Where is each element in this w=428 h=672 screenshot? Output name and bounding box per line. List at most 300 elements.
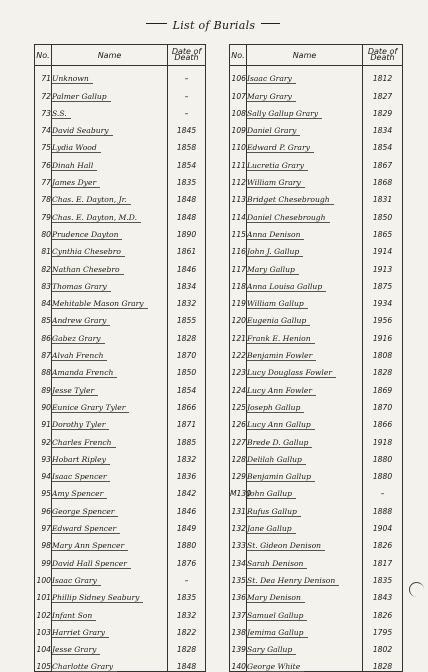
entry-date: 1832 — [168, 291, 206, 308]
entry-date: 1832 — [168, 602, 206, 619]
entry-name: David Hall Spencer — [52, 559, 131, 569]
entry-number: 71 — [35, 66, 52, 84]
entry-name-cell — [52, 239, 168, 256]
entry-date: 1842 — [168, 481, 206, 498]
entry-date: 1868 — [363, 170, 403, 187]
entry-number: 81 — [35, 239, 52, 256]
table-row — [230, 550, 403, 567]
page-title-wrap — [0, 14, 428, 32]
entry-name: Lucretia Grary — [247, 161, 308, 171]
entry-date: 1848 — [168, 187, 206, 204]
entry-name-cell — [52, 620, 168, 637]
entry-number: 76 — [35, 152, 52, 169]
entry-number: 72 — [35, 83, 52, 100]
entry-name-cell — [247, 222, 363, 239]
entry-number: 119 — [230, 291, 247, 308]
entry-name-cell — [52, 654, 168, 672]
entry-name: Chas. E. Dayton, Jr. — [52, 195, 131, 205]
entry-number: 82 — [35, 256, 52, 273]
entry-number: 116 — [230, 239, 247, 256]
table-row — [35, 308, 206, 325]
entry-date: 1870 — [168, 343, 206, 360]
table-row — [35, 360, 206, 377]
entry-name-cell — [247, 325, 363, 342]
entry-number: 95 — [35, 481, 52, 498]
entry-number: 115 — [230, 222, 247, 239]
entry-date: 1934 — [363, 291, 403, 308]
entry-name: William Grary — [247, 178, 305, 188]
entry-name-cell — [247, 360, 363, 377]
entry-name: Mary Denison — [247, 593, 305, 603]
table-row — [35, 204, 206, 221]
entry-name-cell — [247, 498, 363, 515]
entry-name-cell — [247, 308, 363, 325]
entry-date: 1834 — [168, 274, 206, 291]
entry-name-cell — [247, 533, 363, 550]
entry-date: 1918 — [363, 429, 403, 446]
entry-name: Prudence Dayton — [52, 230, 122, 240]
entry-name-cell — [52, 377, 168, 394]
burials-table-right — [229, 44, 403, 672]
entry-name: Infant Son — [52, 611, 96, 621]
entry-name: Jane Gallup — [247, 524, 296, 534]
entry-name-cell — [247, 343, 363, 360]
entry-name: Unknown — [52, 74, 93, 84]
entry-name: Jemima Gallup — [247, 628, 308, 638]
table-row — [230, 602, 403, 619]
entry-number: 112 — [230, 170, 247, 187]
entry-name-cell — [52, 602, 168, 619]
table-row — [230, 429, 403, 446]
table-row — [35, 135, 206, 152]
entry-date: 1834 — [363, 118, 403, 135]
entry-name-cell — [52, 101, 168, 118]
table-row — [230, 118, 403, 135]
entry-number: 105 — [35, 654, 52, 672]
table-row — [35, 637, 206, 654]
entry-name: St. Dea Henry Denison — [247, 576, 339, 586]
table-row — [230, 170, 403, 187]
entry-date: 1866 — [168, 395, 206, 412]
table-row — [230, 152, 403, 169]
entry-number: 100 — [35, 568, 52, 585]
entry-name-cell — [247, 429, 363, 446]
table-row — [230, 654, 403, 672]
entry-number: 123 — [230, 360, 247, 377]
entry-number: 117 — [230, 256, 247, 273]
table-row — [230, 83, 403, 100]
entry-date: 1916 — [363, 325, 403, 342]
table-row — [230, 637, 403, 654]
table-row — [230, 308, 403, 325]
entry-name: Chas. E. Dayton, M.D. — [52, 213, 141, 223]
entry-date: 1829 — [363, 101, 403, 118]
entry-number: 140 — [230, 654, 247, 672]
entry-name: Benjamin Fowler — [247, 351, 316, 361]
entry-date: 1880 — [168, 533, 206, 550]
entry-name: Jesse Grary — [52, 645, 100, 655]
entry-name: Eugenia Gallup — [247, 316, 310, 326]
header-name: Name — [52, 45, 168, 66]
entry-date: 1871 — [168, 412, 206, 429]
entry-name: William Gallup — [247, 299, 308, 309]
entry-name-cell — [247, 135, 363, 152]
table-row — [35, 412, 206, 429]
entry-name: S.S. — [52, 109, 71, 119]
entry-name-cell — [52, 447, 168, 464]
entry-date: 1865 — [363, 222, 403, 239]
table-row — [230, 585, 403, 602]
entry-date: 1845 — [168, 118, 206, 135]
entry-name-cell — [247, 239, 363, 256]
entry-number: 101 — [35, 585, 52, 602]
entry-date: 1875 — [363, 274, 403, 291]
entry-date: 1858 — [168, 135, 206, 152]
entry-date: 1827 — [363, 83, 403, 100]
entry-name-cell — [247, 550, 363, 567]
entry-number: 85 — [35, 308, 52, 325]
entry-name-cell — [52, 135, 168, 152]
entry-name: Amanda French — [52, 368, 117, 378]
entry-number: 94 — [35, 464, 52, 481]
page-corner-mark — [409, 582, 424, 597]
entry-name-cell — [247, 516, 363, 533]
entry-name-cell — [247, 637, 363, 654]
entry-name: Lydia Wood — [52, 143, 101, 153]
entry-number: 128 — [230, 447, 247, 464]
entry-name-cell — [52, 637, 168, 654]
entry-date: 1888 — [363, 498, 403, 515]
entry-name-cell — [52, 481, 168, 498]
entry-number: 92 — [35, 429, 52, 446]
entry-date: 1836 — [168, 464, 206, 481]
table-row — [35, 187, 206, 204]
entry-date: 1854 — [168, 377, 206, 394]
entry-name: Sally Gallup Grary — [247, 109, 322, 119]
entry-date: 1828 — [168, 325, 206, 342]
entry-number: 84 — [35, 291, 52, 308]
table-row — [35, 66, 206, 84]
entry-name-cell — [247, 654, 363, 672]
table-row — [35, 101, 206, 118]
entry-number: 138 — [230, 620, 247, 637]
entry-name-cell — [247, 568, 363, 585]
entry-name: Mary Ann Spencer — [52, 541, 128, 551]
entry-date: 1867 — [363, 152, 403, 169]
entry-number: 113 — [230, 187, 247, 204]
entry-date: 1817 — [363, 550, 403, 567]
entry-number: 86 — [35, 325, 52, 342]
entry-date: 1846 — [168, 256, 206, 273]
entry-number: 97 — [35, 516, 52, 533]
entry-number: 99 — [35, 550, 52, 567]
entry-number: 104 — [35, 637, 52, 654]
entry-date: 1795 — [363, 620, 403, 637]
table-row — [35, 550, 206, 567]
entry-name: Jesse Tyler — [52, 386, 98, 396]
table-row — [35, 395, 206, 412]
entry-number: 124 — [230, 377, 247, 394]
entry-name: Cynthia Chesebro — [52, 247, 125, 257]
table-row — [35, 654, 206, 672]
table-row — [35, 481, 206, 498]
entry-name: Hobart Ripley — [52, 455, 110, 465]
entry-date: 1828 — [363, 360, 403, 377]
entry-date: 1850 — [168, 360, 206, 377]
entry-name-cell — [247, 464, 363, 481]
entry-number: M130 — [230, 481, 247, 498]
entry-name-cell — [247, 620, 363, 637]
entry-number: 118 — [230, 274, 247, 291]
entry-name-cell — [52, 343, 168, 360]
table-row — [230, 101, 403, 118]
entry-name-cell — [52, 533, 168, 550]
entry-name-cell — [247, 204, 363, 221]
entry-name: Delilah Gallup — [247, 455, 306, 465]
entry-date: 1828 — [363, 654, 403, 672]
entry-number: 89 — [35, 377, 52, 394]
entry-name: Phillip Sidney Seabury — [52, 593, 143, 603]
table-row — [35, 464, 206, 481]
entry-date: 1880 — [363, 447, 403, 464]
entry-date: 1835 — [168, 170, 206, 187]
entry-date: 1913 — [363, 256, 403, 273]
entry-date: 1843 — [363, 585, 403, 602]
entry-name-cell — [52, 222, 168, 239]
entry-date: – — [168, 83, 206, 100]
table-row — [230, 256, 403, 273]
page-title: List of Burials — [167, 19, 262, 32]
entry-name-cell — [247, 447, 363, 464]
entry-number: 111 — [230, 152, 247, 169]
entry-name: Sary Gallup — [247, 645, 296, 655]
entry-name: Charles French — [52, 438, 116, 448]
entry-date: – — [363, 481, 403, 498]
entry-name-cell — [52, 274, 168, 291]
entry-name-cell — [52, 308, 168, 325]
entry-date: 1854 — [363, 135, 403, 152]
entry-date: – — [168, 101, 206, 118]
entry-name: Alvah French — [52, 351, 107, 361]
entry-name-cell — [247, 585, 363, 602]
entry-name-cell — [247, 377, 363, 394]
entry-number: 90 — [35, 395, 52, 412]
entry-name: Daniel Grary — [247, 126, 300, 136]
table-row — [35, 170, 206, 187]
burials-table-left — [34, 44, 206, 672]
entry-name: Amy Spencer — [52, 489, 107, 499]
entry-name: Nathan Chesebro — [52, 265, 124, 275]
table-row — [230, 239, 403, 256]
entry-name-cell — [52, 429, 168, 446]
table-row — [35, 291, 206, 308]
entry-date: 1828 — [168, 637, 206, 654]
entry-number: 78 — [35, 187, 52, 204]
entry-date: 1885 — [168, 429, 206, 446]
entry-name: Isaac Grary — [247, 74, 296, 84]
entry-number: 136 — [230, 585, 247, 602]
entry-number: 139 — [230, 637, 247, 654]
table-row — [35, 152, 206, 169]
entry-name-cell — [52, 585, 168, 602]
entry-name: Mehitable Mason Grary — [52, 299, 148, 309]
entry-date: – — [168, 568, 206, 585]
entry-name-cell — [52, 516, 168, 533]
entry-name: George Spencer — [52, 507, 118, 517]
entry-name: Andrew Grary — [52, 316, 110, 326]
entry-number: 127 — [230, 429, 247, 446]
table-row — [35, 498, 206, 515]
entry-name: Isaac Spencer — [52, 472, 110, 482]
table-row — [230, 66, 403, 84]
entry-name: Brede D. Gallup — [247, 438, 312, 448]
entry-name-cell — [52, 118, 168, 135]
entry-name: Samuel Gallup — [247, 611, 307, 621]
entry-number: 109 — [230, 118, 247, 135]
entry-name: George White — [247, 662, 304, 672]
entry-name: St. Gideon Denison — [247, 541, 325, 551]
entry-number: 129 — [230, 464, 247, 481]
entry-name: Joseph Gallup — [247, 403, 304, 413]
entry-name: Anna Denison — [247, 230, 304, 240]
entry-name-cell — [247, 602, 363, 619]
entry-name-cell — [247, 187, 363, 204]
entry-date: 1808 — [363, 343, 403, 360]
table-header-row — [35, 45, 206, 66]
entry-number: 102 — [35, 602, 52, 619]
table-row — [230, 620, 403, 637]
entry-date: 1826 — [363, 602, 403, 619]
entry-date: 1855 — [168, 308, 206, 325]
entry-name: John J. Gallup — [247, 247, 303, 257]
entry-name: Anna Louisa Gallup — [247, 282, 326, 292]
entry-name-cell — [52, 256, 168, 273]
entry-number: 77 — [35, 170, 52, 187]
table-row — [230, 291, 403, 308]
entry-name-cell — [247, 118, 363, 135]
header-no: No. — [35, 45, 52, 66]
table-row — [35, 83, 206, 100]
table-row — [35, 343, 206, 360]
entry-name-cell — [247, 291, 363, 308]
entry-name: Gabez Grary — [52, 334, 105, 344]
entry-name: Lucy Ann Fowler — [247, 386, 316, 396]
entry-name: Edward P. Grary — [247, 143, 314, 153]
entry-name: Mary Gallup — [247, 265, 299, 275]
entry-date: 1876 — [168, 550, 206, 567]
entry-date: 1849 — [168, 516, 206, 533]
entry-name: David Seabury — [52, 126, 113, 136]
entry-name: Harriet Grary — [52, 628, 109, 638]
table-row — [35, 533, 206, 550]
entry-number: 96 — [35, 498, 52, 515]
entry-name-cell — [52, 550, 168, 567]
entry-date: 1890 — [168, 222, 206, 239]
entry-date: 1870 — [363, 395, 403, 412]
entry-number: 125 — [230, 395, 247, 412]
entry-date: 1869 — [363, 377, 403, 394]
entry-name: Dorothy Tyler — [52, 420, 109, 430]
entry-name-cell — [247, 256, 363, 273]
entry-number: 73 — [35, 101, 52, 118]
entry-name: John Gallup — [247, 489, 296, 499]
entry-number: 98 — [35, 533, 52, 550]
entry-number: 131 — [230, 498, 247, 515]
table-row — [230, 395, 403, 412]
table-row — [230, 568, 403, 585]
entry-number: 75 — [35, 135, 52, 152]
header-date: Date of Death — [363, 45, 403, 66]
table-row — [35, 429, 206, 446]
entry-number: 80 — [35, 222, 52, 239]
entry-number: 121 — [230, 325, 247, 342]
entry-date: 1854 — [168, 152, 206, 169]
entry-name-cell — [247, 66, 363, 84]
entry-name: Frank E. Henion — [247, 334, 315, 344]
entry-number: 88 — [35, 360, 52, 377]
entry-date: 1802 — [363, 637, 403, 654]
entry-name-cell — [52, 291, 168, 308]
entry-number: 110 — [230, 135, 247, 152]
entry-date: – — [168, 66, 206, 84]
entry-number: 93 — [35, 447, 52, 464]
entry-date: 1848 — [168, 654, 206, 672]
table-row — [35, 274, 206, 291]
entry-date: 1835 — [363, 568, 403, 585]
entry-name-cell — [52, 464, 168, 481]
table-row — [35, 377, 206, 394]
table-row — [35, 239, 206, 256]
entry-number: 87 — [35, 343, 52, 360]
table-row — [35, 118, 206, 135]
entry-number: 79 — [35, 204, 52, 221]
entry-date: 1956 — [363, 308, 403, 325]
entry-name: Charlotte Grary — [52, 662, 117, 672]
table-row — [35, 516, 206, 533]
table-row — [230, 204, 403, 221]
table-row — [230, 325, 403, 342]
entry-number: 137 — [230, 602, 247, 619]
entry-date: 1880 — [363, 464, 403, 481]
table-row — [230, 464, 403, 481]
entry-name: Lucy Douglass Fowler — [247, 368, 336, 378]
entry-date: 1846 — [168, 498, 206, 515]
table-row — [35, 447, 206, 464]
entry-name-cell — [52, 360, 168, 377]
entry-date: 1835 — [168, 585, 206, 602]
entry-name: Isaac Grary — [52, 576, 101, 586]
entry-date: 1848 — [168, 204, 206, 221]
entry-name: Thomas Grary — [52, 282, 111, 292]
table-row — [230, 498, 403, 515]
entry-number: 133 — [230, 533, 247, 550]
table-row — [230, 516, 403, 533]
table-row — [230, 360, 403, 377]
entry-number: 114 — [230, 204, 247, 221]
entry-name: Mary Grary — [247, 92, 296, 102]
entry-number: 107 — [230, 83, 247, 100]
entry-date: 1822 — [168, 620, 206, 637]
entry-name-cell — [52, 83, 168, 100]
entry-number: 132 — [230, 516, 247, 533]
table-row — [230, 481, 403, 498]
table-header-row — [230, 45, 403, 66]
entry-name: Palmer Gallup — [52, 92, 111, 102]
entry-name-cell — [52, 66, 168, 84]
entry-name-cell — [247, 481, 363, 498]
table-row — [35, 325, 206, 342]
entry-date: 1832 — [168, 447, 206, 464]
